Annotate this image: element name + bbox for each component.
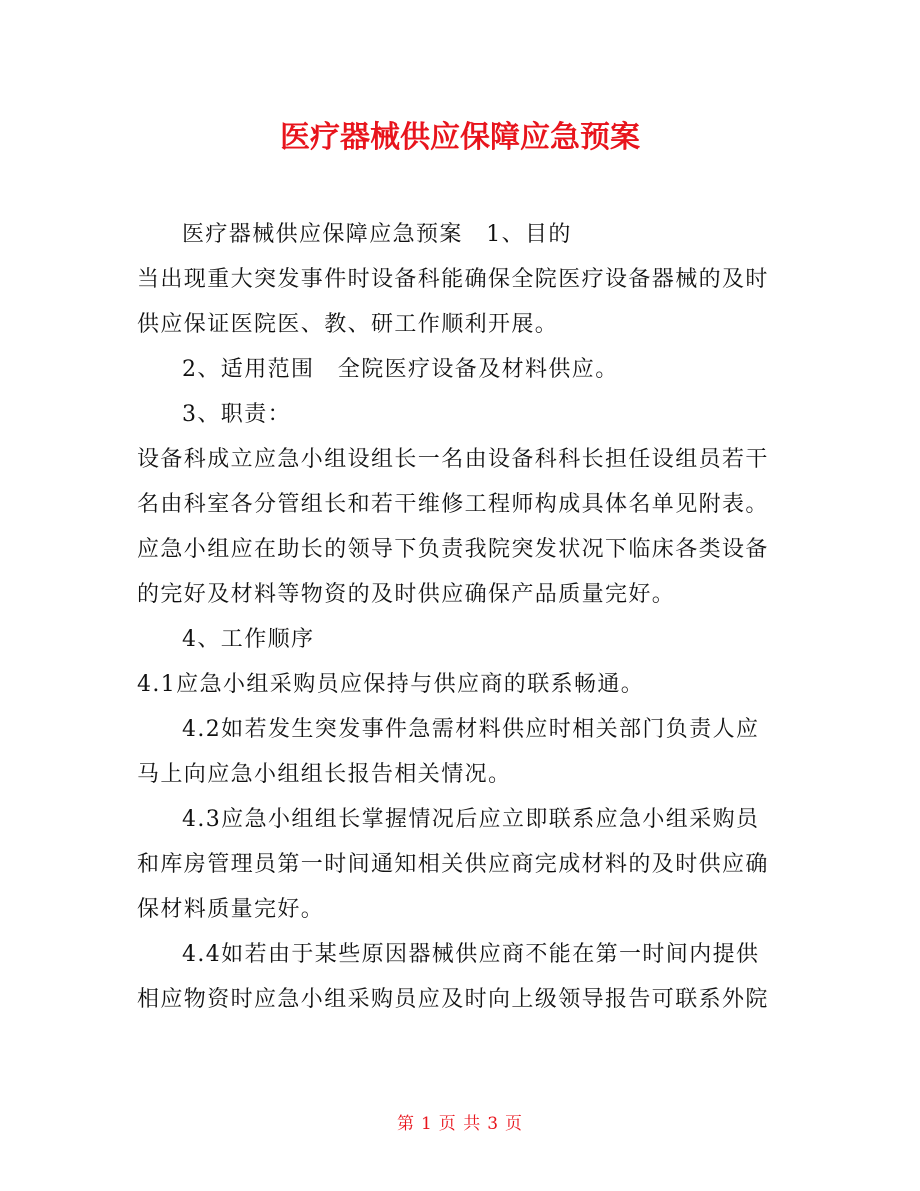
paragraph-line: 4.4如若由于某些原因器械供应商不能在第一时间内提供: [182, 942, 760, 967]
paragraph-line: 2、适用范围 全院医疗设备及材料供应。: [182, 357, 619, 382]
page-current: 1: [420, 1114, 433, 1134]
page-footer: [0, 1112, 920, 1136]
page-total: 3: [487, 1114, 500, 1134]
paragraph-line: 4、工作顺序: [182, 627, 315, 652]
page-label-prefix: 第: [396, 1114, 415, 1134]
paragraph-line: 保材料质量完好。: [137, 897, 325, 922]
paragraph-line: 医疗器械供应保障应急预案 1、目的: [182, 222, 572, 247]
paragraph-line: 名由科室各分管组长和若干维修工程师构成具体名单见附表。: [137, 492, 769, 517]
paragraph-line: 和库房管理员第一时间通知相关供应商完成材料的及时供应确: [137, 852, 769, 877]
paragraph-line: 马上向应急小组组长报告相关情况。: [137, 762, 512, 787]
paragraph-line: 应急小组应在助长的领导下负责我院突发状况下临床各类设备: [137, 537, 769, 562]
paragraph-line: 4.1应急小组采购员应保持与供应商的联系畅通。: [137, 672, 645, 697]
paragraph-line: 供应保证医院医、教、研工作顺利开展。: [137, 312, 559, 337]
paragraph-line: 设备科成立应急小组设组长一名由设备科科长担任设组员若干: [137, 447, 769, 472]
paragraph-line: 3、职责：: [182, 402, 291, 427]
page-label-suffix: 页: [505, 1114, 524, 1134]
paragraph-line: 当出现重大突发事件时设备科能确保全院医疗设备器械的及时: [137, 267, 769, 292]
paragraph-line: 4.3应急小组组长掌握情况后应立即联系应急小组采购员: [182, 807, 760, 832]
page-title: 医疗器械供应保障应急预案: [280, 120, 640, 155]
paragraph-line: 的完好及材料等物资的及时供应确保产品质量完好。: [137, 582, 676, 607]
paragraph-line: 4.2如若发生突发事件急需材料供应时相关部门负责人应: [182, 717, 760, 742]
paragraph-line: 相应物资时应急小组采购员应及时向上级领导报告可联系外院: [137, 987, 769, 1012]
document-body: [137, 212, 785, 1022]
page-label-mid: 页 共: [438, 1114, 482, 1134]
